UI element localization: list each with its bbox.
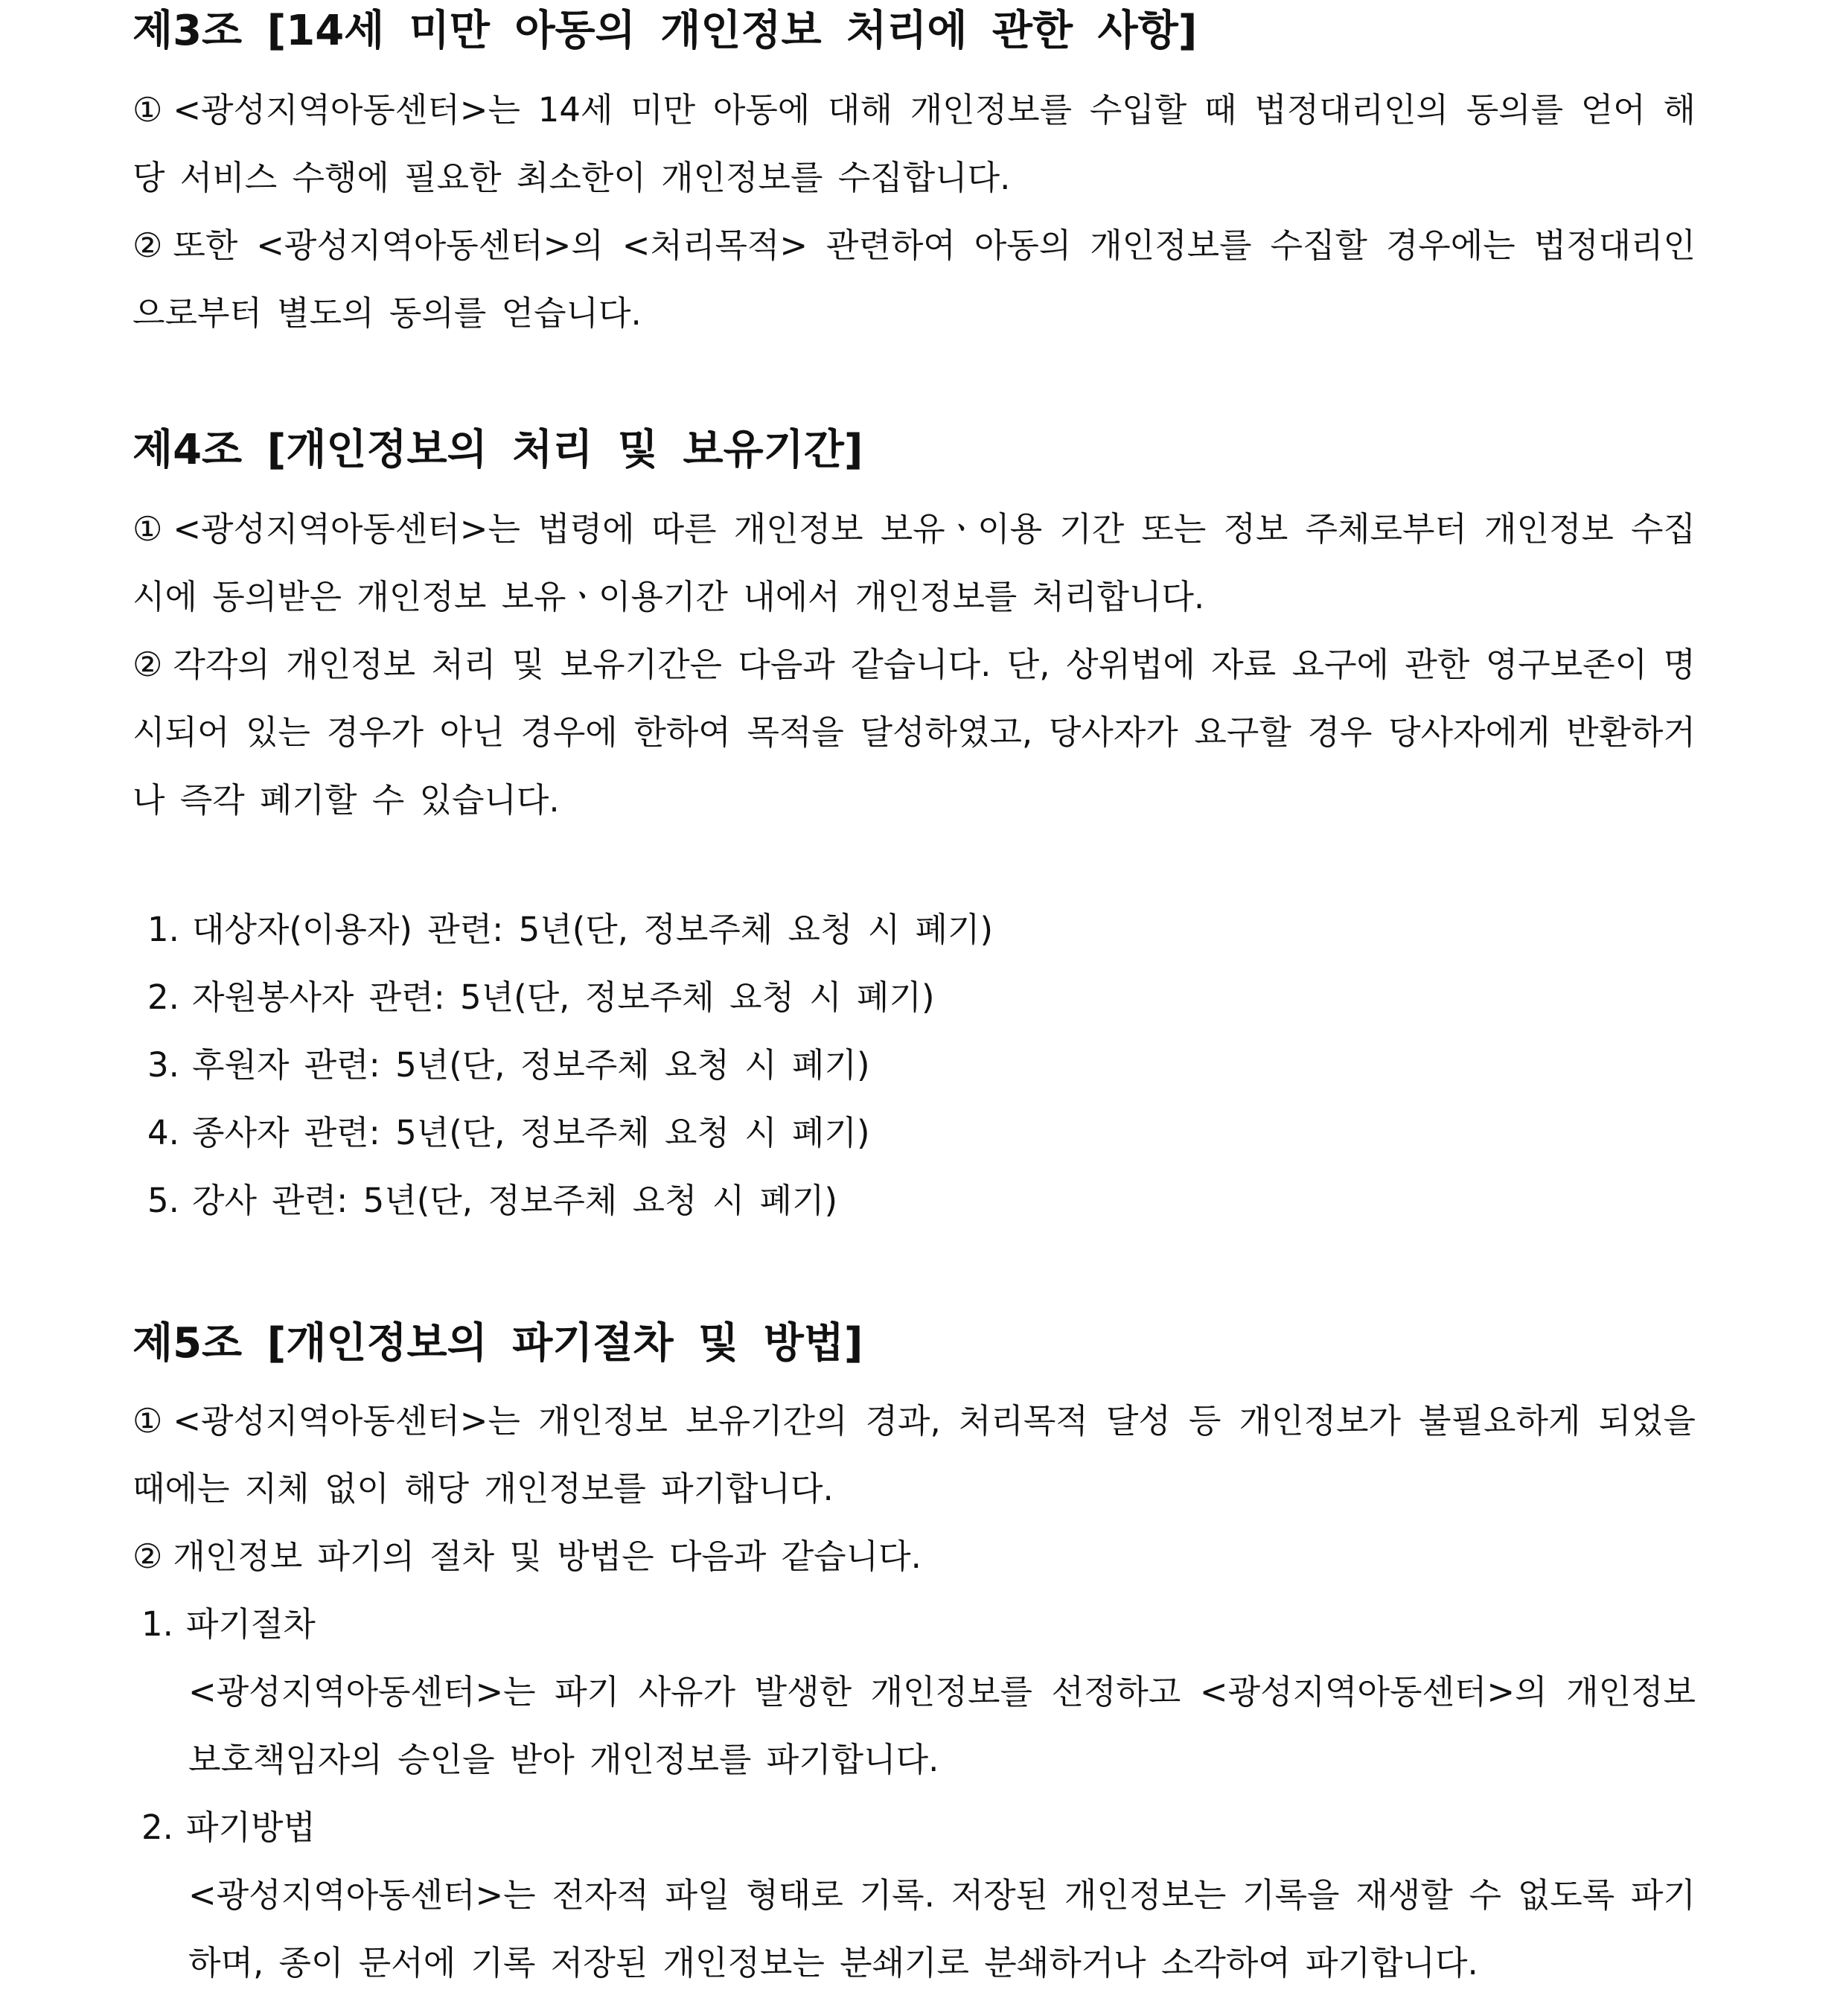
list-item-number: 4. <box>147 1113 179 1152</box>
list-item-number: 3. <box>147 1045 179 1085</box>
section5-paragraph-2 <box>132 1522 1696 1590</box>
retention-list-item <box>147 1103 870 1163</box>
list-item-number: 1. <box>147 910 179 949</box>
section4-paragraph-2 <box>132 631 1696 834</box>
section5-paragraph-1-text: <광성지역아동센터>는 개인정보 보유기간의 경과, 처리목적 달성 등 개인정보가 불필요하게 되었을 때에는 지체 없이 해당 개인정보를 파기합니다. <box>132 1401 1696 1508</box>
list-item-number: 2. <box>141 1808 173 1847</box>
section4-paragraph-2-text: 각각의 개인정보 처리 및 보유기간은 다음과 같습니다. 단, 상위법에 자료 요구에 관한 영구보존이 명시되어 있는 경우가 아닌 경우에 한하여 목적을 달성하였고, 당사자가 요구할 경우 당사자에게 반환하거나 즉각 폐기할 수 있습니다. <box>132 645 1696 820</box>
destruction-method-title <box>141 1798 316 1857</box>
circled-two-marker: ② <box>132 226 163 265</box>
section4-paragraph-1 <box>132 495 1696 631</box>
section4-heading: 제4조 [개인정보의 처리 및 보유기간] <box>132 426 863 474</box>
section5-paragraph-1 <box>132 1387 1696 1522</box>
section3-heading: 제3조 [14세 미만 아동의 개인정보 처리에 관한 사항] <box>132 7 1198 55</box>
document-page <box>132 0 1696 2016</box>
destruction-procedure-title <box>141 1595 316 1654</box>
destruction-procedure-text: <광성지역아동센터>는 파기 사유가 발생한 개인정보를 선정하고 <광성지역아동센터>의 개인정보 보호책임자의 승인을 받아 개인정보를 파기합니다. <box>188 1672 1696 1779</box>
list-item-number: 5. <box>147 1181 179 1220</box>
list-item-text: 종사자 관련: 5년(단, 정보주체 요청 시 폐기) <box>192 1113 870 1152</box>
section5-paragraph-2-text: 개인정보 파기의 절차 및 방법은 다음과 같습니다. <box>173 1537 922 1576</box>
list-item-text: 자원봉사자 관련: 5년(단, 정보주체 요청 시 폐기) <box>192 977 935 1017</box>
circled-one-marker: ① <box>132 509 163 549</box>
section4-paragraph-1-text: <광성지역아동센터>는 법령에 따른 개인정보 보유ㆍ이용 기간 또는 정보 주체로부터 개인정보 수집 시에 동의받은 개인정보 보유ㆍ이용기간 내에서 개인정보를 처리합니다. <box>132 509 1696 616</box>
circled-one-marker: ① <box>132 90 163 130</box>
list-item-text: 후원자 관련: 5년(단, 정보주체 요청 시 폐기) <box>192 1045 870 1085</box>
circled-one-marker: ① <box>132 1401 163 1441</box>
list-item-text: 파기방법 <box>186 1808 316 1847</box>
retention-list-item <box>147 1036 870 1095</box>
list-item-text: 파기절차 <box>186 1604 316 1644</box>
destruction-method-text: <광성지역아동센터>는 전자적 파일 형태로 기록. 저장된 개인정보는 기록을 재생할 수 없도록 파기하며, 종이 문서에 기록 저장된 개인정보는 분쇄기로 분쇄하거나 소각하여 파기합니다. <box>188 1875 1696 1982</box>
section3-paragraph-2-text: 또한 <광성지역아동센터>의 <처리목적> 관련하여 아동의 개인정보를 수집할 경우에는 법정대리인으로부터 별도의 동의를 얻습니다. <box>132 226 1696 333</box>
list-item-number: 2. <box>147 977 179 1017</box>
circled-two-marker: ② <box>132 645 163 684</box>
retention-list-item <box>147 1171 837 1231</box>
list-item-number: 1. <box>141 1604 173 1644</box>
section3-paragraph-1-text: <광성지역아동센터>는 14세 미만 아동에 대해 개인정보를 수입할 때 법정대리인의 동의를 얻어 해당 서비스 수행에 필요한 최소한이 개인정보를 수집합니다. <box>132 90 1696 197</box>
retention-list-item <box>147 900 993 960</box>
list-item-text: 대상자(이용자) 관련: 5년(단, 정보주체 요청 시 폐기) <box>192 910 994 949</box>
circled-two-marker: ② <box>132 1537 163 1576</box>
retention-list-item <box>147 968 935 1027</box>
section3-paragraph-1 <box>132 76 1696 211</box>
section3-paragraph-2 <box>132 211 1696 347</box>
list-item-text: 강사 관련: 5년(단, 정보주체 요청 시 폐기) <box>192 1181 838 1220</box>
section5-heading: 제5조 [개인정보의 파기절차 및 방법] <box>132 1319 863 1368</box>
